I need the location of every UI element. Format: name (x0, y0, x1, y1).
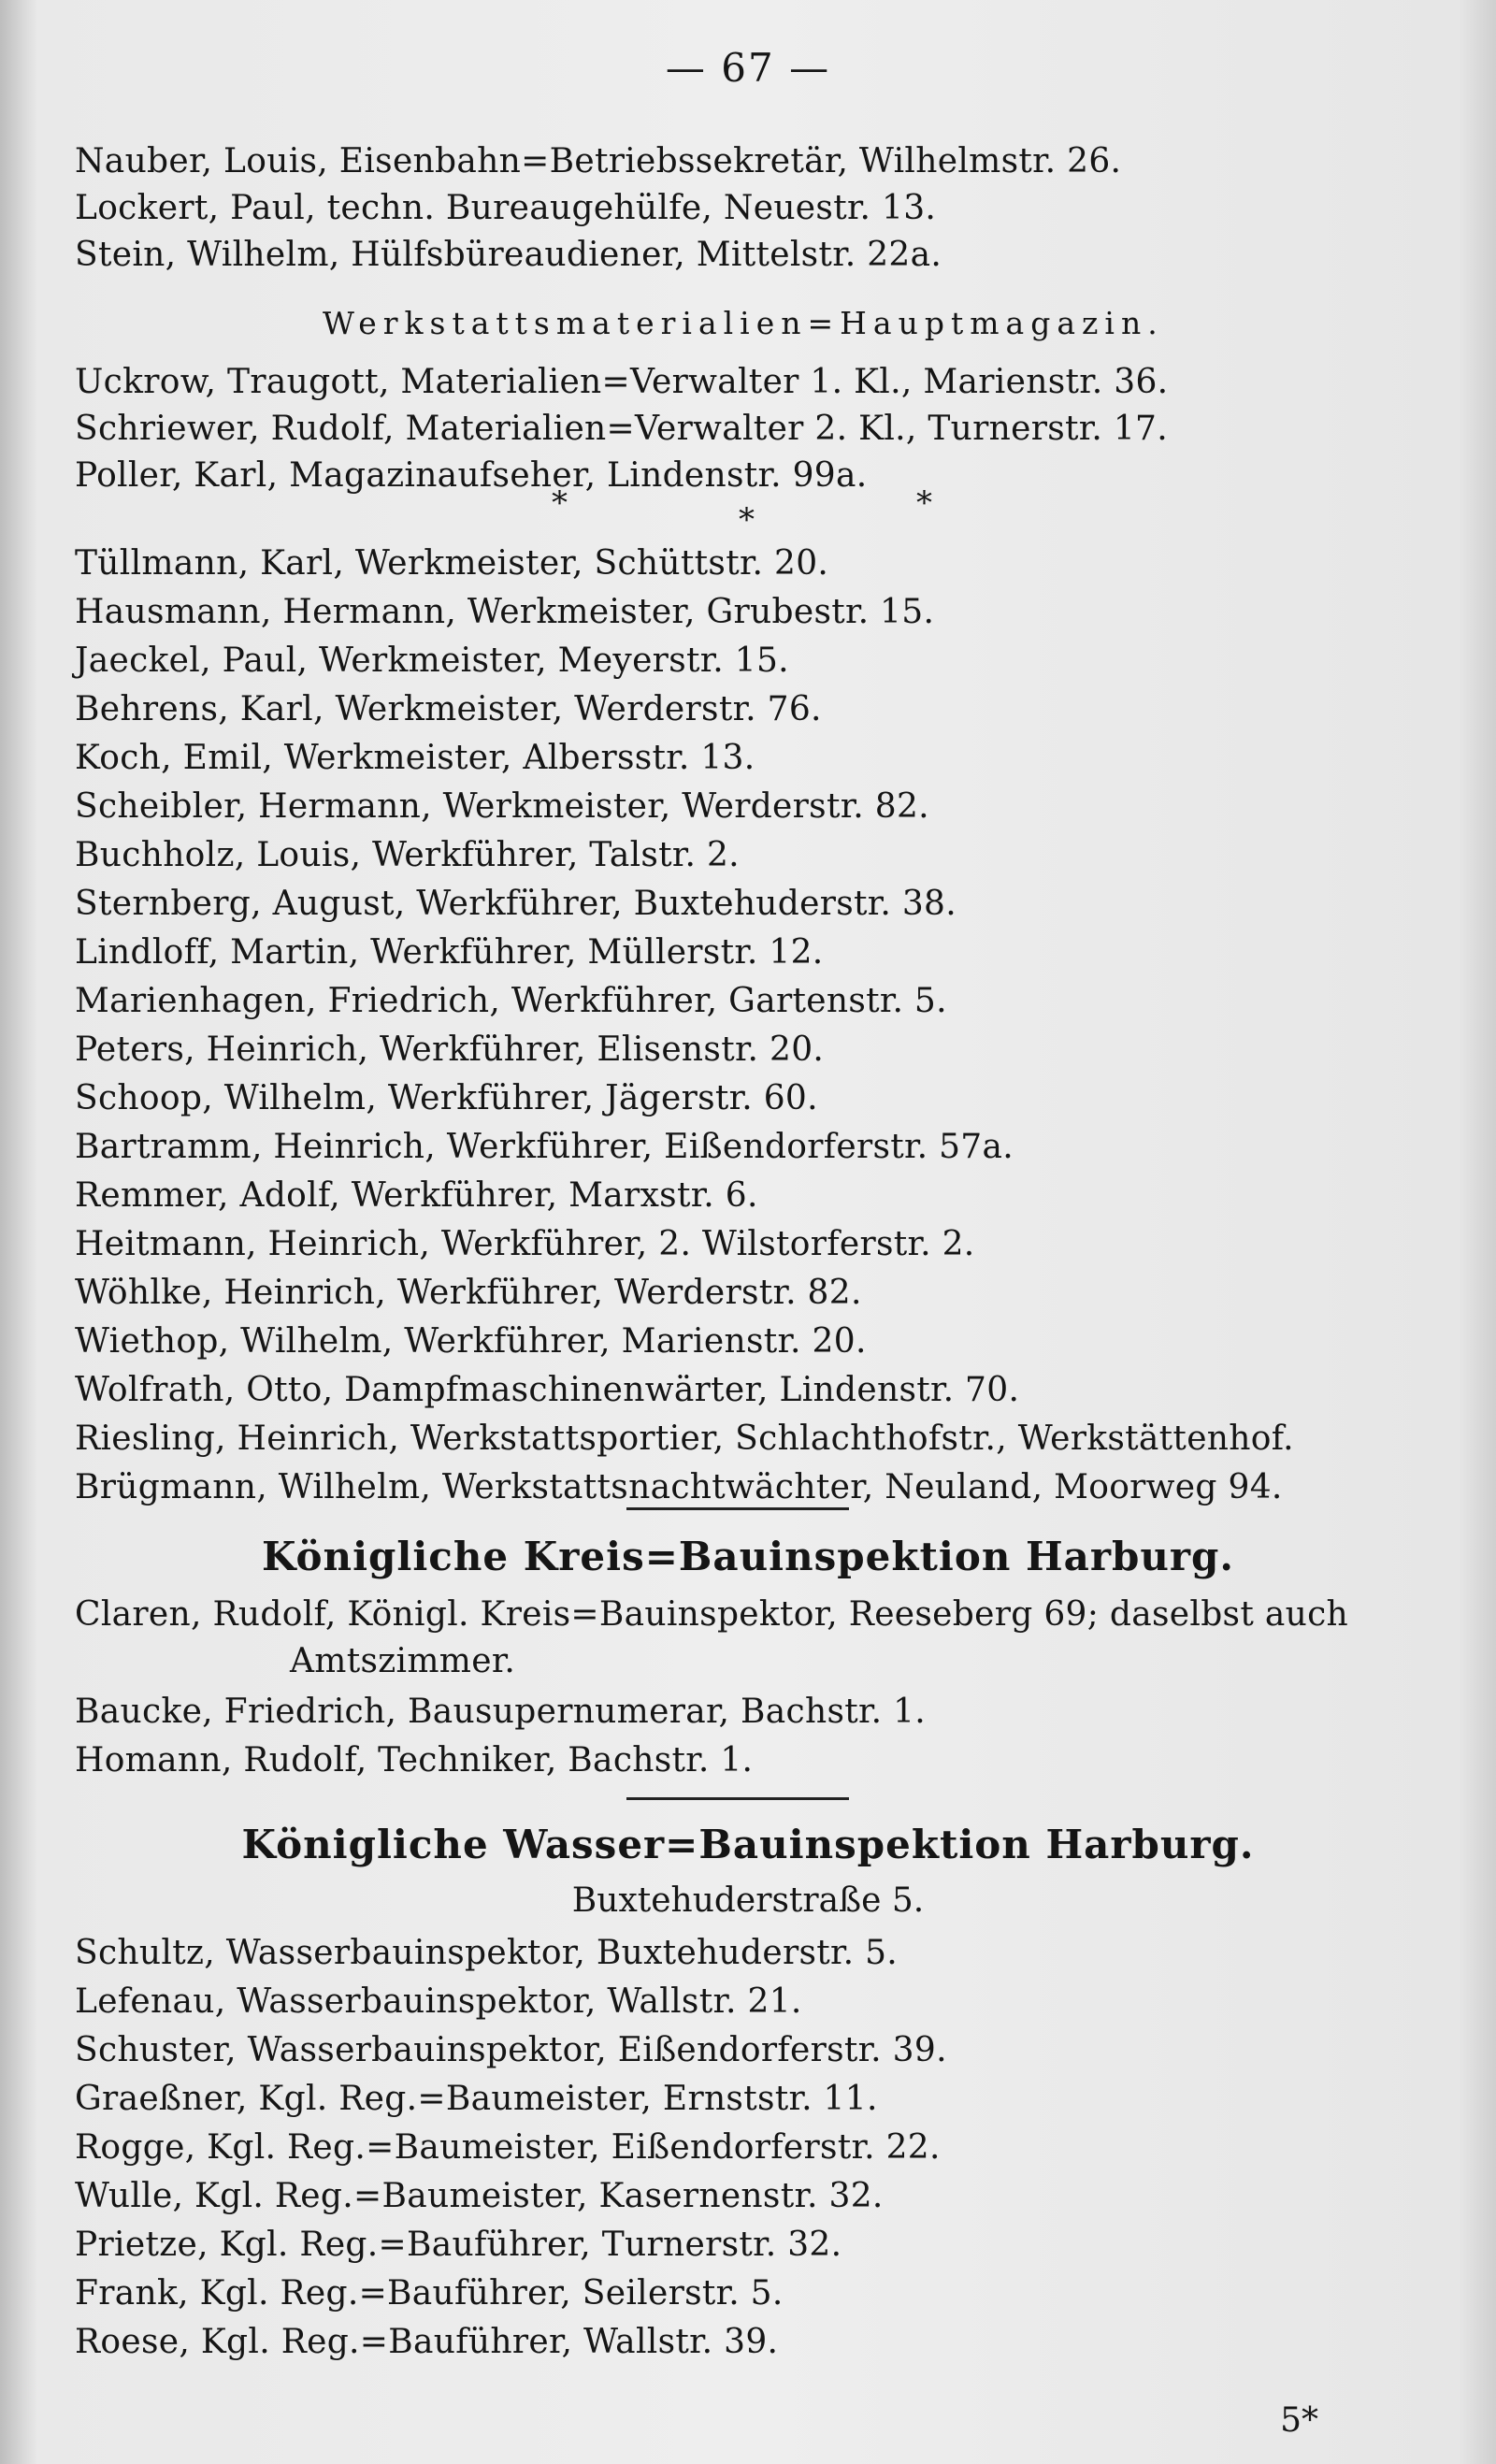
list-item: Peters, Heinrich, Werkführer, Elisenstr. 20. (75, 1030, 825, 1069)
list-item: Scheibler, Hermann, Werkmeister, Werderstr. 82. (75, 787, 929, 826)
list-item: Poller, Karl, Magazinaufseher, Lindenstr. 99a. (75, 456, 868, 495)
list-item: Rogge, Kgl. Reg.=Baumeister, Eißendorferstr. 22. (75, 2128, 941, 2167)
list-item: Sternberg, August, Werkführer, Buxtehuderstr. 38. (75, 885, 957, 923)
list-item: Koch, Emil, Werkmeister, Albersstr. 13. (75, 739, 755, 777)
list-item: Frank, Kgl. Reg.=Bauführer, Seilerstr. 5. (75, 2274, 784, 2313)
list-item: Bartramm, Heinrich, Werkführer, Eißendorferstr. 57a. (75, 1128, 1014, 1166)
list-item: Nauber, Louis, Eisenbahn=Betriebssekretär, Wilhelmstr. 26. (75, 142, 1122, 180)
list-item-claren (75, 1592, 1402, 1685)
list-item: Stein, Wilhelm, Hülfsbüreaudiener, Mittelstr. 22a. (75, 236, 942, 274)
section-title-wasser: Königliche Wasser=Bauinspektion Harburg. (241, 1822, 1255, 1867)
entry-text: Claren, Rudolf, Königl. Kreis=Bauinspektor, Reeseberg 69; daselbst auch (75, 1595, 1349, 1634)
list-item: Uckrow, Traugott, Materialien=Verwalter 1. Kl., Marienstr. 36. (75, 363, 1169, 401)
list-item: Schuster, Wasserbauinspektor, Eißendorferstr. 39. (75, 2031, 947, 2069)
list-item: Jaeckel, Paul, Werkmeister, Meyerstr. 15. (75, 641, 789, 680)
list-item: Marienhagen, Friedrich, Werkführer, Gartenstr. 5. (75, 982, 947, 1020)
list-item: Brügmann, Wilhelm, Werkstattsnachtwächter, Neuland, Moorweg 94. (75, 1468, 1283, 1506)
list-item: Roese, Kgl. Reg.=Bauführer, Wallstr. 39. (75, 2323, 779, 2361)
list-item: Heitmann, Heinrich, Werkführer, 2. Wilstorferstr. 2. (75, 1225, 975, 1263)
list-item: Wiethop, Wilhelm, Werkführer, Marienstr. 20. (75, 1322, 867, 1361)
signature-mark: 5* (1280, 2401, 1318, 2440)
asterisk: * (739, 501, 755, 539)
list-item: Lindloff, Martin, Werkführer, Müllerstr. 12. (75, 933, 824, 972)
list-item: Lefenau, Wasserbauinspektor, Wallstr. 21. (75, 1982, 802, 2021)
list-item: Hausmann, Hermann, Werkmeister, Grubestr. 15. (75, 593, 935, 631)
list-item: Schoop, Wilhelm, Werkführer, Jägerstr. 60. (75, 1079, 818, 1117)
list-item: Lockert, Paul, techn. Bureaugehülfe, Neuestr. 13. (75, 189, 937, 227)
list-item: Homann, Rudolf, Techniker, Bachstr. 1. (75, 1741, 754, 1780)
list-item: Wöhlke, Heinrich, Werkführer, Werderstr. 82. (75, 1274, 862, 1312)
list-item: Tüllmann, Karl, Werkmeister, Schüttstr. 20. (75, 544, 829, 583)
list-item: Schultz, Wasserbauinspektor, Buxtehuderstr. 5. (75, 1934, 899, 1972)
list-item: Wulle, Kgl. Reg.=Baumeister, Kasernenstr. 32. (75, 2177, 884, 2215)
page-number: — 67 — (665, 45, 831, 91)
asterisk: * (916, 484, 932, 522)
list-item: Graeßner, Kgl. Reg.=Baumeister, Ernststr. 11. (75, 2080, 878, 2118)
list-item: Remmer, Adolf, Werkführer, Marxstr. 6. (75, 1176, 758, 1215)
section-divider (626, 1507, 849, 1510)
list-item: Buchholz, Louis, Werkführer, Talstr. 2. (75, 836, 740, 874)
list-item: Baucke, Friedrich, Bausupernumerar, Bachstr. 1. (75, 1693, 927, 1731)
section-title-kreis: Königliche Kreis=Bauinspektion Harburg. (261, 1534, 1235, 1579)
section-address: Buxtehuderstraße 5. (571, 1881, 925, 1920)
asterism-divider (552, 484, 944, 540)
list-item: Wolfrath, Otto, Dampfmaschinenwärter, Lindenstr. 70. (75, 1371, 1020, 1409)
asterisk: * (552, 484, 568, 522)
list-item: Schriewer, Rudolf, Materialien=Verwalter 2. Kl., Turnerstr. 17. (75, 410, 1169, 448)
entry-continuation: Amtszimmer. (290, 1642, 516, 1680)
list-item: Behrens, Karl, Werkmeister, Werderstr. 76. (75, 690, 822, 728)
list-item: Riesling, Heinrich, Werkstattsportier, Schlachthofstr., Werkstättenhof. (75, 1419, 1294, 1458)
list-item: Prietze, Kgl. Reg.=Bauführer, Turnerstr. 32. (75, 2226, 842, 2264)
section-heading-werkstatt: Werkstattsmaterialien=Hauptmagazin. (323, 305, 1164, 341)
section-divider (626, 1797, 849, 1800)
